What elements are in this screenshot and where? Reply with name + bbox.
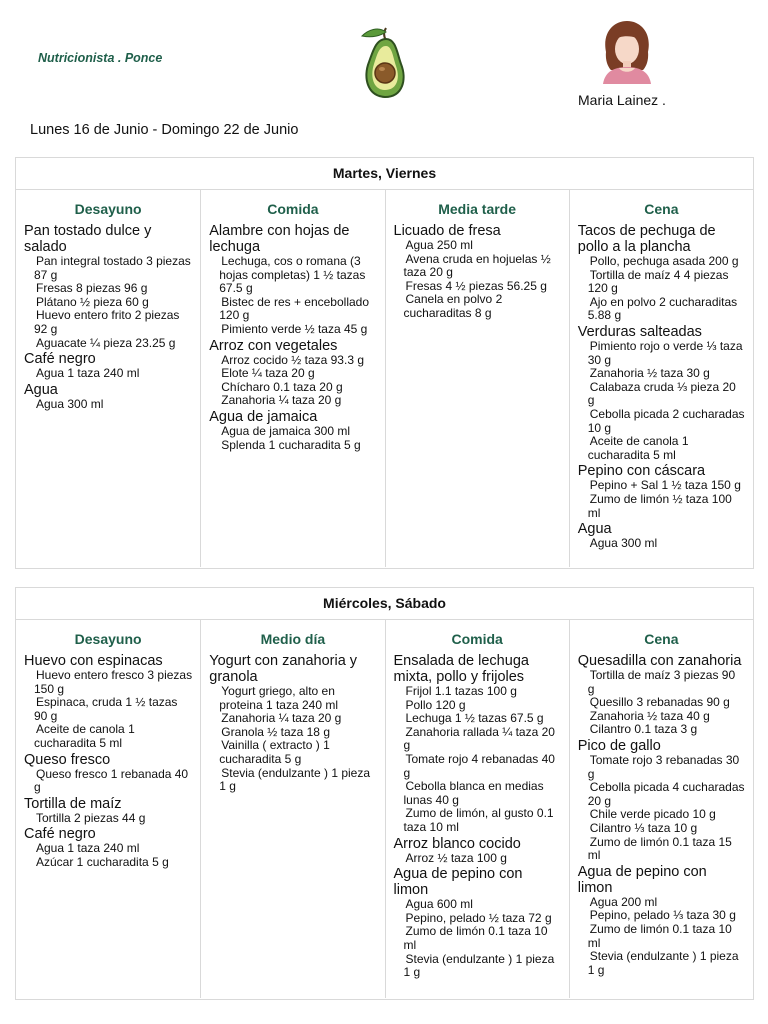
meal-title: Desayuno (74, 201, 142, 217)
meal-title: Cena (644, 201, 679, 217)
meal-column (385, 620, 569, 998)
plan-days-title: Miércoles, Sábado (16, 588, 753, 620)
dish-title: Café negro (24, 351, 96, 368)
dish-title: Agua de pepino con limon (577, 863, 707, 896)
meal-title: Cena (644, 631, 679, 647)
ingredient-item: Agua 1 taza 240 ml (36, 841, 140, 856)
ingredient-item: Calabaza cruda ⅓ pieza 20 g (587, 379, 736, 408)
ingredient-item: Pan integral tostado 3 piezas 87 g (34, 254, 191, 282)
ingredient-item: Azúcar 1 cucharadita 5 g (36, 854, 169, 869)
ingredient-item: Elote ¼ taza 20 g (221, 366, 315, 381)
ingredient-item: Agua de jamaica 300 ml (221, 423, 350, 438)
ingredient-item: Zumo de limón 0.1 taza 10 ml (587, 921, 732, 950)
meal-title: Comida (267, 201, 319, 217)
ingredient-item: Agua 1 taza 240 ml (36, 366, 140, 381)
ingredient-item: Zanahoria rallada ¼ taza 20 g (403, 724, 555, 753)
ingredient-item: Chícharo 0.1 taza 20 g (221, 379, 343, 394)
ingredient-item: Vainilla ( extracto ) 1 cucharadita 5 g (219, 738, 330, 766)
ingredient-item: Pepino + Sal 1 ½ taza 150 g (589, 478, 741, 493)
ingredient-item: Stevia (endulzante ) 1 pieza 1 g (403, 951, 555, 980)
ingredient-item: Cebolla blanca en medias lunas 40 g (403, 779, 544, 807)
ingredient-item: Fresas 4 ½ piezas 56.25 g (405, 278, 547, 293)
ingredient-item: Cebolla picada 2 cucharadas 10 g (587, 406, 745, 435)
ingredient-item: Zanahoria ¼ taza 20 g (221, 393, 342, 408)
ingredient-item: Cebolla picada 4 cucharadas 20 g (587, 780, 745, 808)
dish-title: Alambre con hojas de lechuga (209, 223, 350, 255)
ingredient-item: Lechuga, cos o romana (3 hojas completas) 1 ½ tazas 67.5 g (219, 254, 366, 296)
ingredient-item: Zanahoria ¼ taza 20 g (221, 711, 342, 726)
dish-title: Tacos de pechuga de pollo a la plancha (577, 223, 716, 255)
dish-title: Ensalada de lechuga mixta, pollo y frijoles (393, 653, 529, 685)
ingredient-item: Agua 250 ml (405, 238, 473, 252)
meal-column (569, 620, 753, 998)
avatar (598, 18, 656, 84)
dish-title: Agua de pepino con limon (393, 866, 523, 899)
ingredient-item: Pepino, pelado ½ taza 72 g (405, 910, 552, 925)
ingredient-item: Zumo de limón 0.1 taza 10 ml (403, 924, 548, 952)
dish-title: Huevo con espinacas (24, 653, 163, 669)
ingredient-item: Zumo de limón 0.1 taza 15 ml (587, 834, 732, 863)
ingredient-item: Huevo entero fresco 3 piezas 150 g (34, 668, 193, 696)
ingredient-item: Frijol 1.1 tazas 100 g (405, 684, 517, 698)
ingredient-item: Arroz cocido ½ taza 93.3 g (221, 352, 364, 367)
ingredient-item: Queso fresco 1 rebanada 40 g (34, 766, 189, 795)
ingredient-item: Zumo de limón ½ taza 100 ml (587, 491, 732, 520)
dish-title: Agua (24, 381, 58, 398)
ingredient-item: Zanahoria ½ taza 40 g (589, 708, 710, 723)
ingredient-item: Agua 300 ml (36, 396, 104, 411)
ingredient-item: Zanahoria ½ taza 30 g (589, 366, 710, 381)
meal-columns (16, 190, 753, 567)
meal-column (16, 620, 200, 998)
ingredient-item: Huevo entero frito 2 piezas 92 g (34, 308, 180, 336)
meal-title: Desayuno (74, 631, 142, 647)
plan-days-title: Martes, Viernes (16, 158, 753, 190)
dish-title: Queso fresco (24, 751, 111, 768)
ingredient-item: Yogurt griego, alto en proteina 1 taza 240 ml (219, 684, 338, 712)
dish-title: Pico de gallo (577, 737, 661, 754)
ingredient-item: Lechuga 1 ½ tazas 67.5 g (405, 711, 544, 726)
ingredient-item: Agua 300 ml (589, 536, 658, 551)
meal-column (16, 190, 200, 567)
brand-name: Nutricionista . Ponce (38, 51, 163, 65)
plan-table (15, 157, 754, 569)
dish-title: Tortilla de maíz (24, 795, 122, 812)
meal-columns (16, 620, 753, 998)
dish-title: Pan tostado dulce y salado (24, 223, 152, 255)
ingredient-item: Splenda 1 cucharadita 5 g (221, 437, 361, 452)
dish-title: Café negro (24, 826, 96, 843)
meal-column (200, 620, 384, 998)
ingredient-item: Granola ½ taza 18 g (221, 724, 330, 739)
ingredient-item: Chile verde picado 10 g (589, 807, 716, 822)
dish-title: Agua de jamaica (209, 408, 318, 425)
client-name: Maria Lainez . (578, 92, 666, 108)
avocado-icon (356, 24, 412, 100)
ingredient-item: Tortilla 2 piezas 44 g (36, 810, 146, 825)
plan-table (15, 587, 754, 1000)
meal-column (200, 190, 384, 567)
ingredient-item: Bistec de res + encebollado 120 g (219, 294, 370, 323)
meal-column (569, 190, 753, 567)
ingredient-item: Aceite de canola 1 cucharadita 5 ml (34, 722, 135, 750)
dish-title: Arroz con vegetales (209, 337, 338, 354)
ingredient-item: Fresas 8 piezas 96 g (36, 281, 148, 296)
ingredient-item: Stevia (endulzante ) 1 pieza 1 g (587, 949, 739, 977)
ingredient-item: Ajo en polvo 2 cucharaditas 5.88 g (587, 294, 738, 323)
ingredient-item: Aceite de canola 1 cucharadita 5 ml (587, 434, 689, 462)
dish-title: Licuado de fresa (393, 223, 501, 239)
ingredient-item: Pollo, pechuga asada 200 g (589, 254, 739, 268)
ingredient-item: Cilantro 0.1 taza 3 g (589, 722, 698, 737)
ingredient-item: Canela en polvo 2 cucharaditas 8 g (403, 292, 503, 320)
ingredient-item: Cilantro ⅓ taza 10 g (589, 820, 698, 835)
dish-title: Pepino con cáscara (577, 463, 706, 480)
ingredient-item: Agua 600 ml (405, 897, 473, 912)
ingredient-item: Stevia (endulzante ) 1 pieza 1 g (219, 765, 371, 794)
ingredient-item: Pollo 120 g (405, 697, 466, 712)
week-range: Lunes 16 de Junio - Domingo 22 de Junio (30, 122, 299, 138)
meal-column (385, 190, 569, 567)
ingredient-item: Agua 200 ml (589, 894, 658, 909)
dish-title: Verduras salteadas (577, 323, 702, 340)
ingredient-item: Tortilla de maíz 4 4 piezas 120 g (587, 267, 729, 296)
ingredient-item: Quesillo 3 rebanadas 90 g (589, 695, 730, 710)
meal-title: Comida (451, 631, 503, 647)
ingredient-item: Pepino, pelado ⅓ taza 30 g (589, 908, 736, 923)
ingredient-item: Avena cruda en hojuelas ½ taza 20 g (403, 251, 551, 280)
ingredient-item: Aguacate ¼ pieza 23.25 g (36, 335, 176, 350)
dish-title: Arroz blanco cocido (393, 835, 521, 852)
ingredient-item: Pimiento rojo o verde ⅓ taza 30 g (587, 338, 743, 367)
meal-title: Medio día (260, 631, 326, 647)
dish-title: Yogurt con zanahoria y granola (209, 653, 358, 685)
dish-title: Quesadilla con zanahoria (577, 653, 742, 669)
ingredient-item: Zumo de limón, al gusto 0.1 taza 10 ml (403, 806, 554, 834)
dish-title: Agua (577, 521, 612, 538)
ingredient-item: Espinaca, cruda 1 ½ tazas 90 g (34, 695, 178, 723)
meal-title: Media tarde (438, 201, 517, 217)
ingredient-item: Plátano ½ pieza 60 g (36, 294, 149, 309)
ingredient-item: Tortilla de maíz 3 piezas 90 g (587, 668, 736, 696)
ingredient-item: Tomate rojo 4 rebanadas 40 g (403, 751, 555, 780)
ingredient-item: Pimiento verde ½ taza 45 g (221, 321, 368, 336)
ingredient-item: Tomate rojo 3 rebanadas 30 g (587, 752, 740, 781)
ingredient-item: Arroz ½ taza 100 g (405, 850, 507, 865)
